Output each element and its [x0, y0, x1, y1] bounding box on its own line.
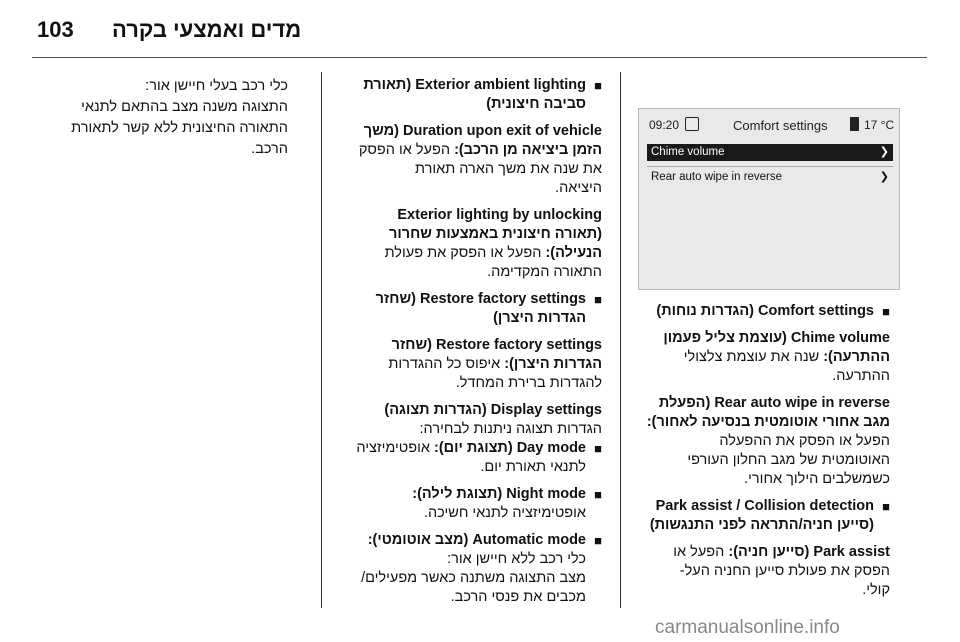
middle-column	[336, 76, 602, 607]
restore-settings-subheading: Restore factory settings (שחזר	[391, 337, 602, 353]
rear-wipe-heading-cont: מגב אחורי אוטומטית בנסיעה לאחור):	[646, 414, 890, 430]
menu-item-rear-auto-wipe[interactable]	[647, 169, 893, 186]
exterior-lighting-item	[336, 76, 602, 114]
light-sensor-heading: כלי רכב בעלי חיישן אור:	[145, 78, 288, 94]
unlock-lighting-heading: Exterior lighting by unlocking	[397, 207, 602, 223]
bullet-icon: ■	[882, 499, 890, 514]
night-mode-heading: Night mode (תצוגת לילה):	[412, 486, 586, 502]
display-settings-heading: Display settings (הגדרות תצוגה)	[384, 402, 602, 418]
unlock-lighting-heading-end: הנעילה):	[545, 245, 602, 261]
exit-duration-text: הפעל או הפסק	[358, 142, 455, 158]
exterior-lighting-heading: Exterior ambient lighting (תאורת	[363, 77, 586, 93]
comfort-settings-heading: Comfort settings (הגדרות נוחות)	[656, 303, 874, 319]
menu-divider	[647, 166, 893, 167]
menu-item-label: Chime volume	[651, 146, 725, 158]
unlock-lighting-text-cont: התאורה המקדימה.	[487, 264, 602, 280]
column-divider-left	[321, 72, 322, 608]
automatic-mode-item	[336, 531, 602, 607]
day-mode-text-cont: לתנאי תאורת יום.	[480, 459, 586, 475]
chevron-right-icon: ❯	[879, 171, 889, 183]
bullet-icon: ■	[594, 533, 602, 548]
chevron-right-icon: ❯	[879, 146, 889, 158]
day-mode-item	[336, 439, 602, 477]
automatic-mode-text: כלי רכב ללא חיישן אור:	[447, 551, 586, 567]
display-temperature: 17 °C	[864, 118, 895, 132]
bullet-icon: ■	[594, 78, 602, 93]
rear-wipe-text-cont: האוטומטית של מגב החלון העורפי	[687, 452, 890, 468]
park-assist-heading-cont: (סייען חניה/התראה לפני התנגשות)	[649, 517, 874, 533]
chime-volume-text: שנה את עוצמת צלצולי	[683, 349, 824, 365]
restore-settings-item	[336, 290, 602, 328]
watermark: carmanualsonline.info	[655, 617, 840, 638]
automatic-mode-text-end: מכבים את פנסי הרכב.	[450, 589, 586, 605]
restore-settings-heading-cont: הגדרות היצרן)	[493, 310, 586, 326]
display-title: Comfort settings	[733, 118, 828, 133]
exit-duration-text-end: היציאה.	[555, 180, 602, 196]
restore-settings-subheading-cont: הגדרות היצרן):	[504, 356, 602, 372]
exit-duration-heading: Duration upon exit of vehicle (משך	[363, 123, 602, 139]
light-sensor-text-end: הרכב.	[251, 141, 288, 157]
display-screenshot	[638, 108, 900, 290]
restore-settings-heading: Restore factory settings (שחזר	[375, 291, 586, 307]
light-sensor-text: התצוגה משנה מצב בהתאם לתנאי	[81, 99, 288, 115]
automatic-mode-text-cont: מצב התצוגה משתנה כאשר מפעילים/	[361, 570, 586, 586]
display-settings-text: הגדרות תצוגה ניתנות לבחירה:	[419, 421, 602, 437]
section-title: מדים ואמצעי בקרה	[112, 17, 302, 42]
column-divider-right	[620, 72, 621, 608]
light-sensor-text-cont: התאורה החיצונית ללא קשר לתאורת	[71, 120, 288, 136]
unlock-lighting-heading-cont: (תאורה חיצונית באמצעות שחרור	[389, 226, 602, 242]
rear-wipe-heading: Rear auto wipe in reverse (הפעלת	[658, 395, 890, 411]
exit-duration-text-cont: את שנה את משך הארה תאורת	[415, 161, 602, 177]
chime-volume-heading-cont: ההתרעה):	[823, 349, 890, 365]
phone-icon	[850, 117, 859, 131]
rear-wipe-text-end: כשמשלבים הילוך אחורי.	[744, 471, 890, 487]
display-status-bar	[647, 114, 897, 136]
header-divider	[32, 57, 927, 58]
rear-wipe-text: הפעל או הפסק את ההפעלה	[719, 433, 890, 449]
page-number: 103	[37, 17, 74, 42]
settings-icon	[685, 117, 699, 131]
bullet-icon: ■	[594, 487, 602, 502]
restore-settings-text: איפוס כל ההגדרות	[388, 356, 505, 372]
menu-item-label: Rear auto wipe in reverse	[651, 171, 783, 183]
restore-settings-text-cont: להגדרות ברירת המחדל.	[455, 375, 602, 391]
comfort-settings-item	[638, 302, 890, 321]
exterior-lighting-heading-cont: סביבה חיצונית)	[486, 96, 586, 112]
park-assist-text-cont: הפסק את פעולת סייען החניה העל-	[679, 563, 890, 579]
park-assist-item	[638, 497, 890, 535]
page-header	[0, 0, 960, 60]
left-column	[40, 76, 288, 160]
day-mode-text: אופטימיזציה	[356, 440, 434, 456]
bullet-icon: ■	[594, 292, 602, 307]
chime-volume-text-cont: ההתרעה.	[832, 368, 890, 384]
park-assist-text: הפעל או	[673, 544, 729, 560]
night-mode-text: אופטימיזציה לתנאי חשיכה.	[423, 505, 586, 521]
bullet-icon: ■	[882, 304, 890, 319]
right-column	[638, 302, 890, 600]
park-assist-text-end: קולי.	[862, 582, 890, 598]
chime-volume-heading: Chime volume (עוצמת צליל פעמון	[663, 330, 890, 346]
unlock-lighting-text: הפעל או הפסק את פעולת	[384, 245, 546, 261]
display-time: 09:20	[649, 118, 680, 132]
park-assist-subheading: Park assist (סייען חניה):	[728, 544, 890, 560]
automatic-mode-heading: Automatic mode (מצב אוטומטי):	[367, 532, 586, 548]
menu-item-chime-volume[interactable]	[647, 144, 893, 161]
park-assist-heading: Park assist / Collision detection	[655, 498, 874, 514]
day-mode-heading: Day mode (תצוגת יום):	[433, 440, 586, 456]
exit-duration-heading-cont: הזמן ביציאה מן הרכב):	[454, 142, 602, 158]
bullet-icon: ■	[594, 441, 602, 456]
night-mode-item	[336, 485, 602, 523]
